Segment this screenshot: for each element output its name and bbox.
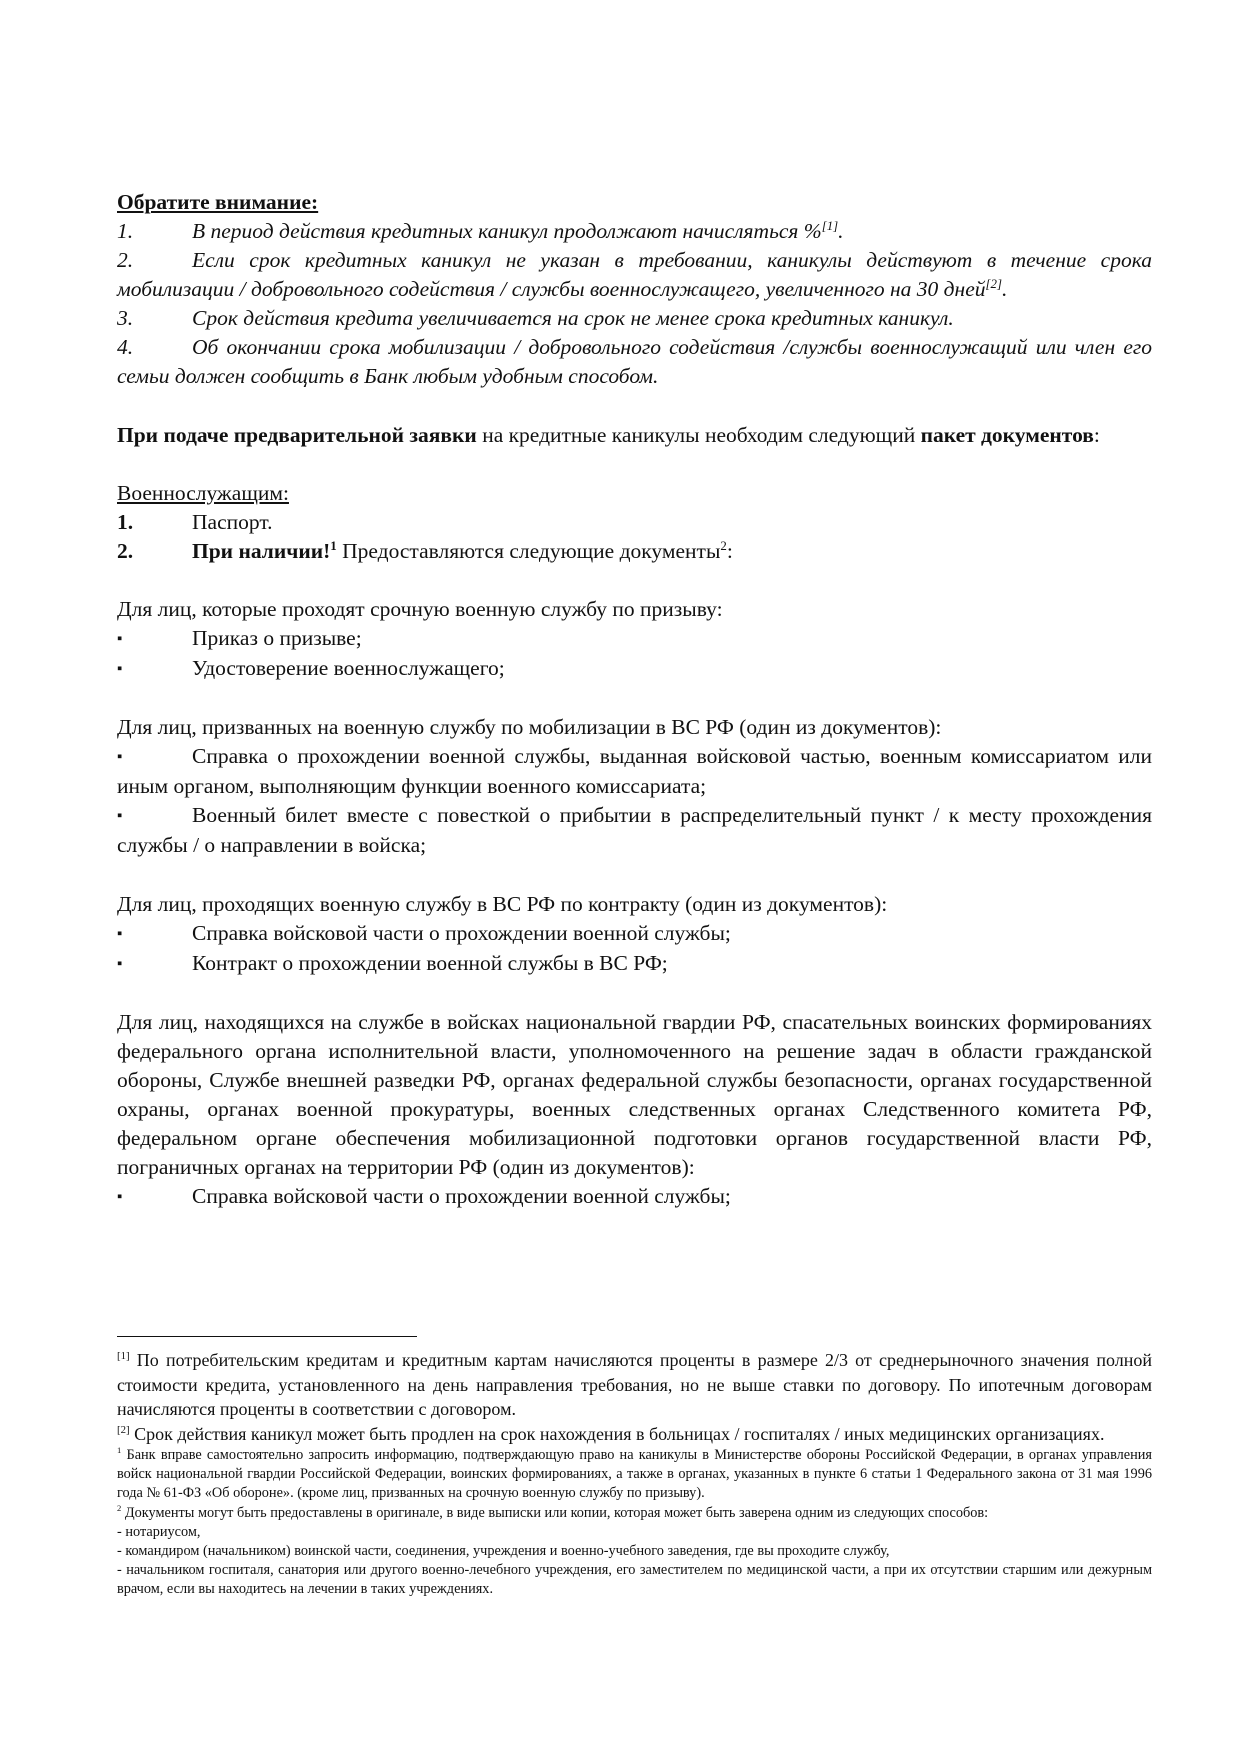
attention-heading: Обратите внимание: — [117, 190, 319, 214]
military-item-2: 2. При наличии!$^1$ Предоставляются следующие документы$^2$: — [117, 538, 733, 563]
attention-item-1: 1. В период действия кредитных каникул продолжают начисляться %[1]. — [117, 218, 844, 244]
footnote-ref[interactable]: 1 — [330, 538, 337, 553]
military-item-1: 1. Паспорт. — [117, 509, 273, 534]
document-body — [117, 188, 1152, 1212]
footnote-ref[interactable]: [2] — [985, 277, 1002, 292]
group-title: Для лиц, находящихся на службе в войсках национальной гвардии РФ, спасательных воинских формированиях федерального органа исполнительной власти, уполномоченного на решение задач в области гражданской обороны, Службе внешней разведки РФ, органах федеральной службы безопасности, органах государственной охраны, органах военной прокуратуры, военных следственных органах Следственного комитета РФ, федеральном органе обеспечения мобилизационной подготовки органов государственной власти РФ, пограничных органах на территории РФ (один из документов): — [117, 1009, 1152, 1180]
group-list-item: ▪ Справка войсковой части о прохождении военной службы; — [117, 919, 1152, 949]
footnote-n2-line: - нотариусом, — [117, 1523, 201, 1540]
footnote-ref[interactable]: [1] — [821, 218, 839, 233]
group-list-item: ▪ Справка войсковой части о прохождении военной службы; — [117, 1182, 1152, 1212]
group-title: Для лиц, призванных на военную службу по мобилизации в ВС РФ (один из документов): — [117, 715, 942, 740]
footnote-1: [1] По потребительским кредитам и кредитным картам начисляются проценты в размере 2/3 от среднерыночного значения полной стоимости кредита, установленного на день направления требования, но не выше ставки по договору. По ипотечным договорам начисляются проценты в соответствии с договором. — [117, 1350, 1152, 1419]
group-list-item: ▪ Военный билет вместе с повесткой о прибытии в распределительный пункт / к месту прохождения службы / о направлении в войска; — [117, 803, 1152, 858]
bullet-icon: ▪ — [117, 808, 123, 825]
bullet-icon: ▪ — [117, 661, 123, 677]
bullet-icon: ▪ — [117, 1189, 123, 1206]
footnote-2: [2] Срок действия каникул может быть продлен на срок нахождения в больницах / госпиталях / иных медицинских организациях. — [117, 1423, 1105, 1444]
attention-item-3: 3. Срок действия кредита увеличивается на срок не менее срока кредитных каникул. — [117, 306, 954, 331]
attention-item-4: 4. Об окончании срока мобилизации / добровольного содействия /службы военнослужащий или член его семьи должен сообщить в Банк любым удобным способом. — [117, 335, 1152, 389]
footnote-ref[interactable]: 2 — [720, 538, 727, 553]
group-list-item: ▪ Приказ о призыве; — [117, 624, 1152, 654]
group-title: Для лиц, проходящих военную службу в ВС РФ по контракту (один из документов): — [117, 891, 888, 916]
group-list-item: ▪ Удостоверение военнослужащего; — [117, 654, 1152, 684]
bullet-icon: ▪ — [117, 955, 123, 972]
group-list-item: ▪ Контракт о прохождении военной службы в ВС РФ; — [117, 949, 1152, 979]
footnote-n2: $^2$ Документы могут быть предоставлены в оригинале, в виде выписки или копии, которая может быть заверена одним из следующих способов: — [117, 1502, 989, 1521]
package-paragraph: При подаче предварительной заявки на кредитные каникулы необходим следующий пакет документов: — [117, 422, 1100, 447]
group-title: Для лиц, которые проходят срочную военную службу по призыву: — [117, 596, 723, 621]
footnote-n2-line: - начальником госпиталя, санатория или другого военно-лечебного учреждения, его заместителем по медицинской части, а при их отсутствии старшим или дежурным врачом, если вы находитесь на лечении в таких учреждениях. — [117, 1562, 1152, 1598]
footnote-separator — [117, 1336, 417, 1337]
military-heading: Военнослужащим: — [117, 480, 289, 505]
footnotes — [117, 1348, 1152, 1600]
bullet-icon: ▪ — [117, 749, 123, 766]
attention-item-2: 2. Если срок кредитных каникул не указан в требовании, каникулы действуют в течение срока мобилизации / добровольного содействия / службы военнослужащего, увеличенного на 30 дней[2]. — [117, 248, 1152, 302]
bullet-icon: ▪ — [117, 925, 123, 942]
group-list-item: ▪ Справка о прохождении военной службы, выданная войсковой частью, военным комиссариатом или иным органом, выполняющим функции военного комиссариата; — [117, 744, 1152, 799]
footnote-n2-line: - командиром (начальником) воинской части, соединения, учреждения и военно-учебного заведения, где вы проходите службу, — [117, 1543, 890, 1560]
bullet-icon: ▪ — [117, 630, 123, 647]
footnote-n1: $^1$ Банк вправе самостоятельно запросить информацию, подтверждающую право на каникулы в Министерстве обороны Российской Федерации, в органах управления войск национальной гвардии Российской Федерации, воинских формированиях, а также в органах, указанных в пункте 6 статьи 1 Федерального закона от 31 мая 1996 года № 61-ФЗ «Об обороне». (кроме лиц, призванных на срочную военную службу по призыву). — [117, 1445, 1152, 1502]
